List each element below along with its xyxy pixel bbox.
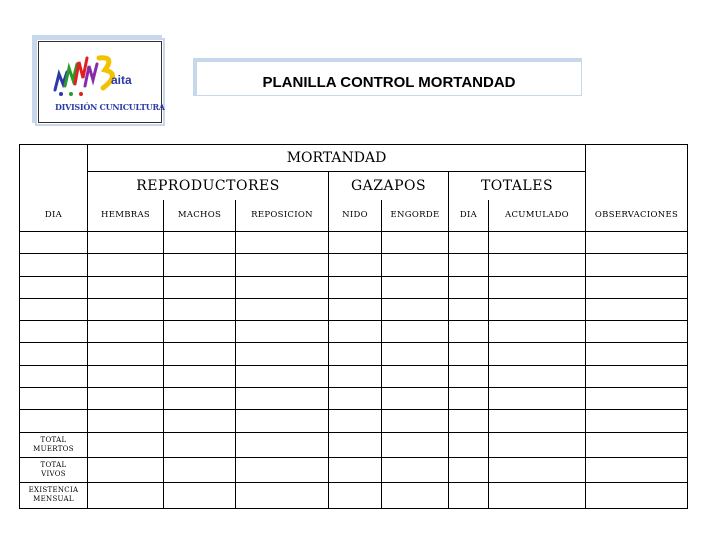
group-header: MORTANDAD	[88, 145, 586, 172]
table-row	[20, 321, 688, 343]
col-acumulado: ACUMULADO	[489, 200, 586, 232]
table-cell[interactable]	[236, 410, 329, 432]
col-reposicion: REPOSICION	[236, 200, 329, 232]
footer-row	[20, 432, 688, 457]
table-cell[interactable]	[449, 388, 489, 410]
table-cell[interactable]	[329, 298, 382, 320]
table-cell[interactable]	[586, 457, 688, 482]
table-cell[interactable]	[88, 483, 164, 508]
table-cell[interactable]	[382, 276, 449, 298]
table-cell[interactable]	[489, 457, 586, 482]
footer-label-line: TOTAL	[40, 435, 67, 444]
table-row	[20, 254, 688, 276]
col-observaciones: OBSERVACIONES	[586, 200, 688, 232]
table-cell[interactable]	[382, 483, 449, 508]
table-cell[interactable]	[20, 254, 88, 276]
table-cell[interactable]	[586, 254, 688, 276]
table-cell[interactable]	[489, 432, 586, 457]
table-cell[interactable]	[586, 343, 688, 365]
logo-brand-text: aita	[111, 73, 132, 87]
page-title: PLANILLA CONTROL MORTANDAD	[262, 74, 516, 91]
table-row	[20, 232, 688, 254]
table-cell[interactable]	[449, 298, 489, 320]
table-cell[interactable]	[88, 457, 164, 482]
footer-label-line: MUERTOS	[33, 444, 74, 453]
section-blank	[20, 172, 88, 200]
footer-label-line: MENSUAL	[33, 495, 74, 504]
table-cell[interactable]	[20, 298, 88, 320]
table-cell[interactable]	[164, 365, 236, 387]
mortality-table	[19, 144, 688, 509]
footer-rows	[20, 432, 688, 508]
table-cell[interactable]	[329, 483, 382, 508]
cunicultura-logo-icon	[41, 44, 161, 104]
table-cell[interactable]	[586, 410, 688, 432]
table-cell[interactable]	[489, 388, 586, 410]
table-cell[interactable]	[586, 276, 688, 298]
table-cell[interactable]	[382, 365, 449, 387]
table-cell[interactable]	[164, 388, 236, 410]
footer-label-line: VIVOS	[41, 470, 66, 479]
table-cell[interactable]	[489, 298, 586, 320]
logo-caption: DIVISIÓN CUNICULTURA	[55, 102, 165, 112]
data-rows	[20, 232, 688, 433]
table-cell[interactable]	[382, 457, 449, 482]
title-box	[193, 58, 582, 96]
table-cell[interactable]	[164, 276, 236, 298]
header-blank-left	[20, 145, 88, 172]
table-cell[interactable]	[382, 388, 449, 410]
table-cell[interactable]	[382, 298, 449, 320]
table-cell[interactable]	[20, 321, 88, 343]
table-cell[interactable]	[88, 276, 164, 298]
table-cell[interactable]	[236, 298, 329, 320]
table-cell[interactable]	[382, 321, 449, 343]
table-cell[interactable]	[449, 276, 489, 298]
table-cell[interactable]	[586, 483, 688, 508]
table-cell[interactable]	[329, 232, 382, 254]
section-gazapos: GAZAPOS	[329, 172, 449, 200]
table-cell[interactable]	[489, 365, 586, 387]
table-cell[interactable]	[329, 432, 382, 457]
table-cell[interactable]	[236, 365, 329, 387]
footer-row	[20, 457, 688, 482]
table-cell[interactable]	[449, 432, 489, 457]
col-hembras: HEMBRAS	[88, 200, 164, 232]
section-reproductores: REPRODUCTORES	[88, 172, 329, 200]
table-cell[interactable]	[449, 483, 489, 508]
table-row	[20, 410, 688, 432]
table-cell[interactable]	[449, 410, 489, 432]
table-cell[interactable]	[329, 254, 382, 276]
table-cell[interactable]	[586, 232, 688, 254]
table-cell[interactable]	[236, 343, 329, 365]
table-cell[interactable]	[329, 343, 382, 365]
table-cell[interactable]	[236, 432, 329, 457]
footer-row-label	[20, 483, 88, 508]
table-cell[interactable]	[489, 232, 586, 254]
table-cell[interactable]	[489, 321, 586, 343]
table-cell[interactable]	[164, 410, 236, 432]
table-cell[interactable]	[382, 343, 449, 365]
table-cell[interactable]	[586, 298, 688, 320]
table-cell[interactable]	[88, 321, 164, 343]
footer-row	[20, 483, 688, 508]
footer-label-line: TOTAL	[40, 461, 67, 470]
table-cell[interactable]	[88, 432, 164, 457]
table-cell[interactable]	[20, 388, 88, 410]
table-row	[20, 276, 688, 298]
col-dia-totales: DIA	[449, 200, 489, 232]
table-cell[interactable]	[88, 298, 164, 320]
table-cell[interactable]	[329, 365, 382, 387]
table-cell[interactable]	[20, 343, 88, 365]
table-cell[interactable]	[449, 457, 489, 482]
table-cell[interactable]	[236, 457, 329, 482]
section-blank	[586, 172, 688, 200]
footer-row-label	[20, 432, 88, 457]
table-cell[interactable]	[88, 410, 164, 432]
table-row	[20, 298, 688, 320]
table-cell[interactable]	[586, 432, 688, 457]
table-cell[interactable]	[164, 321, 236, 343]
table-cell[interactable]	[586, 365, 688, 387]
table-cell[interactable]	[164, 232, 236, 254]
table-cell[interactable]	[329, 410, 382, 432]
table-cell[interactable]	[449, 343, 489, 365]
col-nido: NIDO	[329, 200, 382, 232]
table-cell[interactable]	[88, 254, 164, 276]
logo	[38, 41, 165, 123]
table-cell[interactable]	[489, 254, 586, 276]
header-blank-right	[586, 145, 688, 172]
section-totales: TOTALES	[449, 172, 586, 200]
table-cell[interactable]	[236, 483, 329, 508]
table-cell[interactable]	[88, 232, 164, 254]
table-cell[interactable]	[586, 388, 688, 410]
table-cell[interactable]	[382, 432, 449, 457]
table-cell[interactable]	[489, 276, 586, 298]
table-cell[interactable]	[329, 321, 382, 343]
col-engorde: ENGORDE	[382, 200, 449, 232]
table-cell[interactable]	[164, 298, 236, 320]
table-cell[interactable]	[164, 483, 236, 508]
table-cell[interactable]	[382, 254, 449, 276]
table-cell[interactable]	[20, 232, 88, 254]
table-cell[interactable]	[164, 254, 236, 276]
table-cell[interactable]	[164, 343, 236, 365]
table-cell[interactable]	[20, 410, 88, 432]
col-dia: DIA	[20, 200, 88, 232]
table-cell[interactable]	[236, 276, 329, 298]
table-cell[interactable]	[164, 432, 236, 457]
table-cell[interactable]	[236, 321, 329, 343]
table-cell[interactable]	[88, 365, 164, 387]
col-machos: MACHOS	[164, 200, 236, 232]
table-cell[interactable]	[329, 276, 382, 298]
footer-row-label	[20, 457, 88, 482]
table-cell[interactable]	[20, 365, 88, 387]
table-cell[interactable]	[449, 232, 489, 254]
logo-frame	[35, 38, 165, 126]
table-cell[interactable]	[489, 343, 586, 365]
table-row	[20, 343, 688, 365]
table-row	[20, 388, 688, 410]
table-cell[interactable]	[489, 483, 586, 508]
table-cell[interactable]	[329, 388, 382, 410]
table-cell[interactable]	[329, 457, 382, 482]
table-cell[interactable]	[88, 388, 164, 410]
table-cell[interactable]	[449, 254, 489, 276]
table-cell[interactable]	[449, 365, 489, 387]
table-cell[interactable]	[382, 410, 449, 432]
table-cell[interactable]	[586, 321, 688, 343]
table-row	[20, 365, 688, 387]
footer-label-line: EXISTENCIA	[28, 486, 79, 495]
table-cell[interactable]	[382, 232, 449, 254]
table-cell[interactable]	[88, 343, 164, 365]
table-cell[interactable]	[449, 321, 489, 343]
table-cell[interactable]	[164, 457, 236, 482]
table-cell[interactable]	[236, 388, 329, 410]
table-cell[interactable]	[20, 276, 88, 298]
table-cell[interactable]	[236, 232, 329, 254]
table-cell[interactable]	[489, 410, 586, 432]
table-cell[interactable]	[236, 254, 329, 276]
